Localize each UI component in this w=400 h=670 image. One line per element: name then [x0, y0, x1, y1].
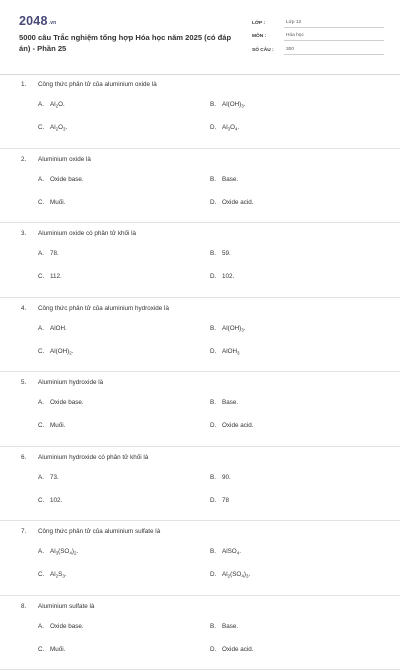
answer-option-a[interactable]	[38, 250, 59, 257]
answer-option-b[interactable]	[210, 101, 246, 109]
answer-option-d[interactable]	[210, 124, 239, 132]
option-text: AlOH.	[50, 325, 67, 332]
option-text: $Al_2S_3$.	[50, 571, 67, 578]
question-prompt: Aluminium sulfate là	[38, 603, 94, 610]
option-text: $Al_2O$.	[50, 101, 65, 108]
meta-label: SỐ CÂU :	[252, 48, 284, 55]
option-text: $Al(OH)_3$.	[222, 101, 246, 108]
option-letter: C.	[38, 497, 50, 504]
option-text: Base.	[222, 399, 238, 406]
answer-option-c[interactable]	[38, 199, 65, 206]
answer-option-b[interactable]	[210, 399, 238, 406]
answer-option-c[interactable]	[38, 646, 65, 653]
answer-option-c[interactable]	[38, 571, 67, 579]
option-text: Oxide acid.	[222, 646, 254, 653]
question-text	[21, 230, 136, 237]
option-letter: D.	[210, 124, 222, 131]
question-number: 5.	[21, 379, 38, 386]
answer-option-c[interactable]	[38, 124, 67, 132]
question-item	[0, 521, 400, 596]
option-text: $Al(OH)_2$.	[50, 348, 74, 355]
option-letter: A.	[38, 325, 50, 332]
option-text: $Al_3O_4$.	[222, 124, 239, 131]
question-list	[0, 74, 400, 670]
option-letter: B.	[210, 325, 222, 332]
option-text: $Al_2O_3$.	[50, 124, 67, 131]
option-letter: B.	[210, 250, 222, 257]
answer-option-d[interactable]	[210, 646, 254, 653]
option-text: Base.	[222, 623, 238, 630]
question-prompt: Công thức phân tử của aluminium hydroxide là	[38, 305, 169, 312]
question-prompt: Công thức phân tử của aluminium sulfate là	[38, 528, 160, 535]
option-text: Base.	[222, 176, 238, 183]
answer-option-d[interactable]	[210, 497, 229, 504]
option-letter: D.	[210, 273, 222, 280]
option-letter: B.	[210, 399, 222, 406]
option-letter: D.	[210, 348, 222, 355]
answer-option-a[interactable]	[38, 101, 65, 109]
answer-option-c[interactable]	[38, 348, 74, 356]
question-prompt: Aluminium hydroxide có phân tử khối là	[38, 454, 148, 461]
answer-option-b[interactable]	[210, 548, 241, 556]
logo-domain: .vn	[49, 20, 57, 26]
option-text: 73.	[50, 474, 59, 481]
answer-option-d[interactable]	[210, 273, 234, 280]
question-text	[21, 305, 169, 312]
option-text: Muối.	[50, 199, 65, 206]
answer-option-b[interactable]	[210, 623, 238, 630]
question-prompt: Công thức phân tử của aluminium oxide là	[38, 81, 157, 88]
answer-option-b[interactable]	[210, 474, 231, 481]
option-letter: D.	[210, 571, 222, 578]
question-text	[21, 81, 157, 88]
option-text: Muối.	[50, 646, 65, 653]
question-item	[0, 372, 400, 447]
option-letter: D.	[210, 422, 222, 429]
option-text: 112.	[50, 273, 62, 280]
question-prompt: Aluminium oxide là	[38, 156, 91, 163]
option-text: $Al(OH)_3$.	[222, 325, 246, 332]
option-letter: C.	[38, 571, 50, 578]
option-letter: A.	[38, 399, 50, 406]
question-item	[0, 596, 400, 670]
option-text: AlOH$_3$	[222, 348, 240, 355]
option-text: Oxide acid.	[222, 422, 254, 429]
answer-option-d[interactable]	[210, 422, 254, 429]
option-letter: C.	[38, 422, 50, 429]
meta-value: Hóa học	[284, 33, 384, 41]
question-text	[21, 156, 91, 163]
answer-option-b[interactable]	[210, 325, 246, 333]
question-item	[0, 298, 400, 373]
answer-option-a[interactable]	[38, 623, 84, 630]
question-number: 4.	[21, 305, 38, 312]
question-text	[21, 603, 94, 610]
question-prompt: Aluminium oxide có phân tử khối là	[38, 230, 136, 237]
meta-row-subject	[252, 28, 384, 42]
question-prompt: Aluminium hydroxide là	[38, 379, 103, 386]
answer-option-b[interactable]	[210, 176, 238, 183]
document-title: 5000 câu Trắc nghiệm tổng hợp Hóa học năm 2025 (có đáp án) - Phần 25	[19, 33, 234, 54]
meta-label: MÔN :	[252, 34, 284, 41]
option-letter: A.	[38, 176, 50, 183]
option-letter: D.	[210, 497, 222, 504]
question-text	[21, 379, 103, 386]
option-text: Oxide acid.	[222, 199, 254, 206]
question-number: 8.	[21, 603, 38, 610]
option-text: 102.	[222, 273, 234, 280]
question-number: 2.	[21, 156, 38, 163]
question-text	[21, 528, 160, 535]
question-item	[0, 74, 400, 149]
meta-row-count	[252, 41, 384, 55]
question-number: 7.	[21, 528, 38, 535]
answer-option-b[interactable]	[210, 250, 231, 257]
question-item	[0, 447, 400, 522]
option-text: Oxide base.	[50, 399, 84, 406]
question-number: 3.	[21, 230, 38, 237]
option-letter: D.	[210, 646, 222, 653]
option-text: 102.	[50, 497, 62, 504]
option-text: 59.	[222, 250, 231, 257]
meta-row-class	[252, 14, 384, 28]
meta-value: 300	[284, 47, 384, 55]
question-item	[0, 149, 400, 224]
question-item	[0, 223, 400, 298]
answer-option-d[interactable]	[210, 571, 250, 579]
option-text: Muối.	[50, 422, 65, 429]
option-letter: B.	[210, 623, 222, 630]
option-letter: C.	[38, 124, 50, 131]
option-letter: C.	[38, 348, 50, 355]
option-letter: C.	[38, 646, 50, 653]
option-letter: C.	[38, 199, 50, 206]
answer-option-d[interactable]	[210, 199, 254, 206]
answer-option-a[interactable]	[38, 474, 59, 481]
answer-option-c[interactable]	[38, 422, 65, 429]
option-letter: B.	[210, 101, 222, 108]
option-text: 78.	[50, 250, 59, 257]
option-text: Oxide base.	[50, 176, 84, 183]
answer-option-a[interactable]	[38, 176, 84, 183]
answer-option-a[interactable]	[38, 399, 84, 406]
answer-option-a[interactable]	[38, 325, 67, 332]
logo-text: 2048	[19, 14, 48, 28]
option-letter: B.	[210, 548, 222, 555]
question-number: 6.	[21, 454, 38, 461]
option-text: $Al_2(SO_4)_3$.	[222, 571, 250, 578]
option-letter: A.	[38, 250, 50, 257]
answer-option-c[interactable]	[38, 497, 62, 504]
answer-option-c[interactable]	[38, 273, 62, 280]
option-letter: B.	[210, 176, 222, 183]
option-text: 78	[222, 497, 229, 504]
site-logo[interactable]	[19, 14, 56, 28]
option-text: $Al_3(SO_4)_2$.	[50, 548, 78, 555]
answer-option-a[interactable]	[38, 548, 78, 556]
option-text: 90.	[222, 474, 231, 481]
meta-value: Lớp 12	[284, 20, 384, 28]
option-letter: A.	[38, 101, 50, 108]
answer-option-d[interactable]	[210, 348, 240, 356]
option-letter: B.	[210, 474, 222, 481]
meta-label: LỚP :	[252, 21, 284, 28]
option-letter: D.	[210, 199, 222, 206]
option-letter: A.	[38, 623, 50, 630]
option-text: AlSO$_4$.	[222, 548, 241, 555]
document-meta	[252, 14, 384, 55]
option-letter: C.	[38, 273, 50, 280]
option-letter: A.	[38, 548, 50, 555]
option-text: Oxide base.	[50, 623, 84, 630]
question-number: 1.	[21, 81, 38, 88]
option-letter: A.	[38, 474, 50, 481]
document-header	[0, 0, 400, 75]
question-text	[21, 454, 148, 461]
